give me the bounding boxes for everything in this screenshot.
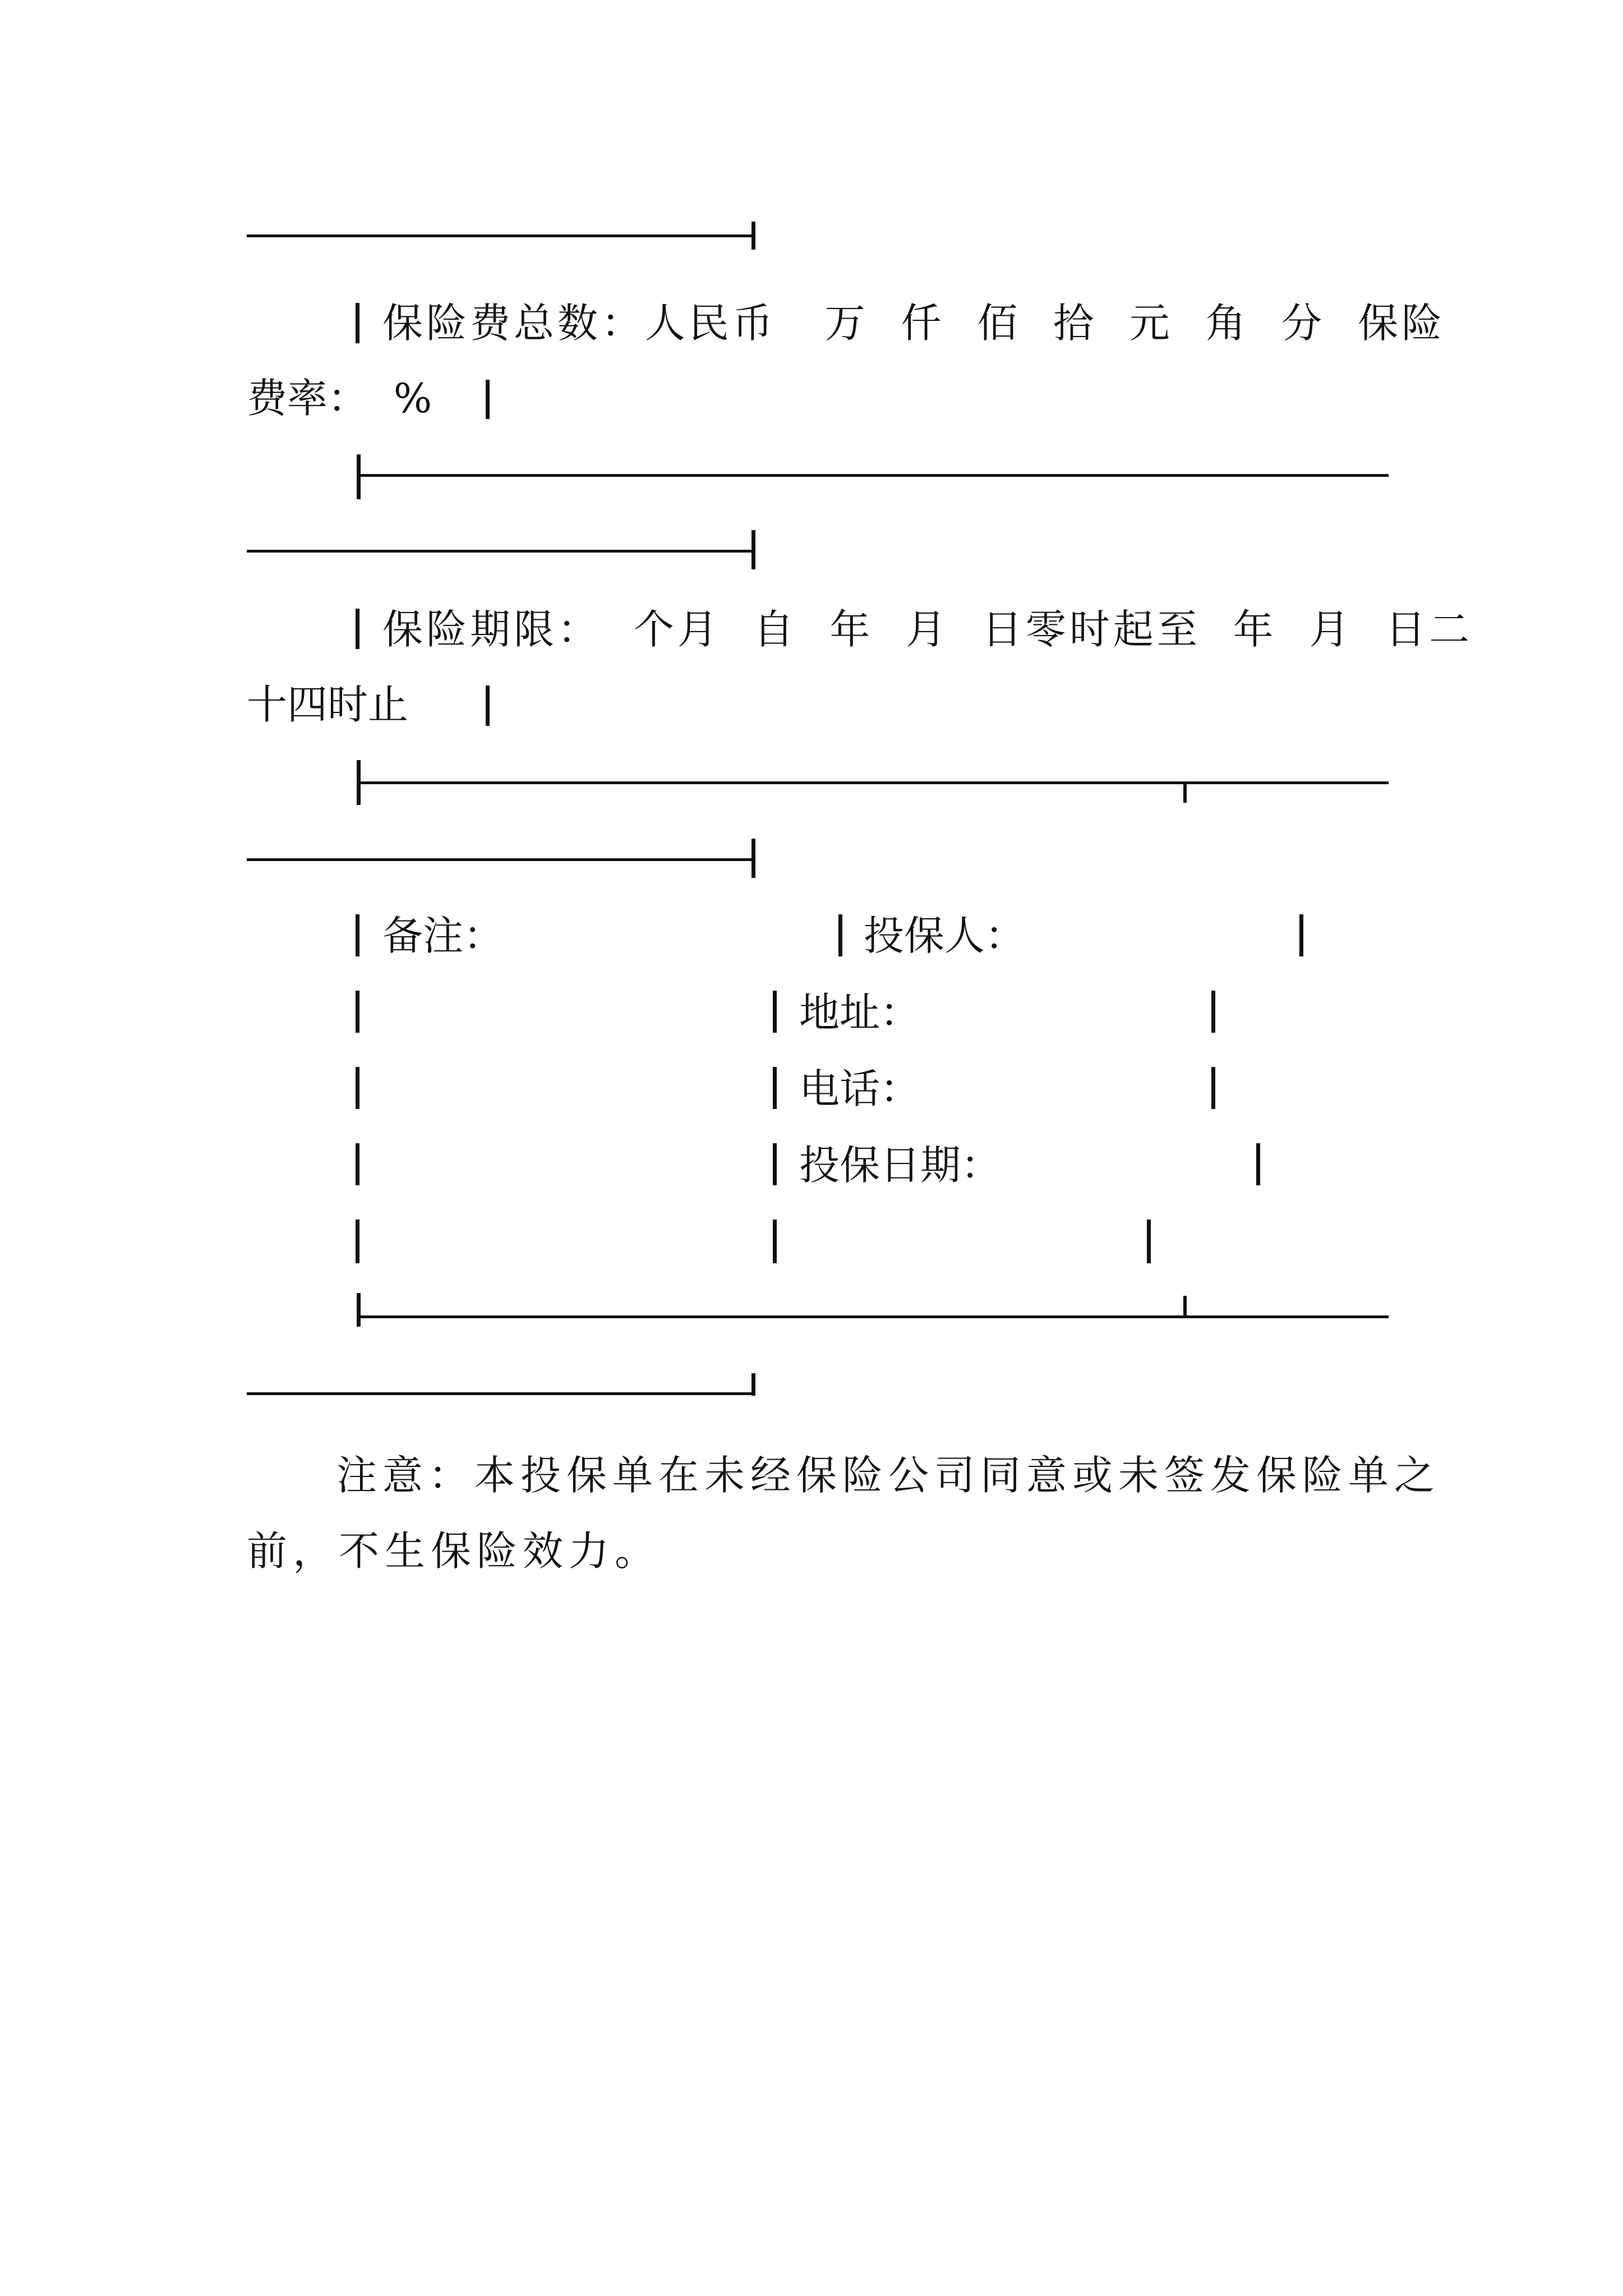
- table-border: [751, 530, 755, 569]
- applicant-label: 投保人：: [864, 912, 1026, 959]
- table-rule: [247, 550, 754, 553]
- table-border: [773, 991, 777, 1033]
- insurance-term-end-label: 十四时止: [247, 681, 409, 728]
- table-rule: [359, 474, 1389, 477]
- table-border: [751, 839, 755, 878]
- table-border: [751, 1373, 755, 1396]
- table-rule: [247, 234, 754, 237]
- table-border: [1211, 1067, 1215, 1109]
- table-rule: [247, 858, 754, 861]
- table-rule: [247, 1392, 754, 1395]
- table-border: [1147, 1220, 1151, 1263]
- table-border: [356, 991, 359, 1033]
- address-label: 地址：: [799, 989, 921, 1036]
- table-border: [356, 1067, 359, 1109]
- table-border: [357, 1293, 361, 1327]
- table-border: [751, 222, 755, 250]
- notice-text-1: 注意：本投保单在未经保险公司同意或未签发保险单之: [336, 1452, 1441, 1499]
- table-border: [1256, 1143, 1260, 1185]
- table-rule: [359, 1315, 1389, 1318]
- table-border: [356, 609, 359, 649]
- table-tick: [1183, 781, 1187, 803]
- remarks-label: 备注：: [382, 912, 504, 959]
- table-border: [356, 1220, 359, 1263]
- notice-text-2: 前，不生保险效力。: [247, 1527, 661, 1575]
- table-border: [356, 1143, 359, 1185]
- table-border: [1299, 914, 1303, 956]
- table-border: [356, 303, 359, 343]
- table-border: [773, 1067, 777, 1109]
- table-tick: [1183, 1296, 1187, 1318]
- insurance-term-label: 保险期限： 个月 自 年 月 日零时起至 年 月 日二: [382, 606, 1473, 653]
- table-border: [773, 1220, 777, 1263]
- table-border: [486, 380, 490, 419]
- table-rule: [359, 781, 1389, 784]
- premium-rate-label: 费率： %: [247, 375, 432, 422]
- application-date-label: 投保日期：: [799, 1142, 1002, 1189]
- table-border: [838, 914, 842, 956]
- table-border: [773, 1143, 777, 1185]
- table-border: [1211, 991, 1215, 1033]
- table-border: [486, 685, 490, 726]
- table-border: [357, 454, 361, 499]
- phone-label: 电话：: [799, 1065, 921, 1112]
- premium-total-label: 保险费总数：人民币 万 仟 佰 拾 元 角 分 保险: [382, 300, 1446, 347]
- table-border: [356, 914, 359, 956]
